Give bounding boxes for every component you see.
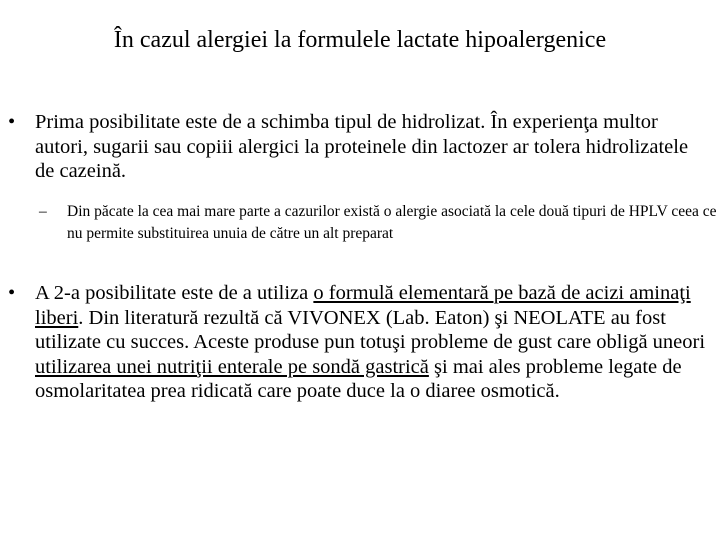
slide-title: În cazul alergiei la formulele lactate hipoalergenice (113, 27, 607, 53)
bullet-text-1: Prima posibilitate este de a schimba tipul de hidrolizat. În experienţa multor autori, sugarii sau copiii alergici la proteinele din lactozer ar tolera hidrolizatele de cazeină. (35, 111, 689, 182)
bullet-item-1 (8, 110, 708, 184)
sub-bullet-marker: – (39, 203, 47, 220)
bullet-item-2 (8, 281, 708, 404)
bullet-marker: • (8, 111, 16, 133)
bullet-2-part-1: A 2-a posibilitate este de a utiliza (35, 282, 314, 304)
underlined-phrase-enteral-nutrition: utilizarea unei nutriţii enterale pe sondă gastrică (35, 355, 429, 378)
sub-bullet-text-1: Din păcate la cea mai mare parte a cazurilor există o alergie asociată la cele două tipuri de HPLV ceea ce nu permite substituirea unuia de către un alt preparat (67, 203, 717, 242)
bullet-2-part-3: şi mai ales probleme legate de osmolaritatea prea ridicată care poate duce la o diaree osmotică. (35, 355, 682, 402)
bullet-marker: • (8, 282, 16, 304)
bullet-2-part-2: . Din literatură rezultă că VIVONEX (Lab. Eaton) şi NEOLATE au fost utilizate cu succes. Aceste produse pun totuşi probleme de gust care obligă uneori (35, 306, 706, 353)
sub-bullet-item-1 (39, 201, 719, 244)
bullet-text-2 (35, 281, 708, 404)
underlined-phrase-elemental-formula: o formulă elementară pe bază de acizi aminaţi liberi (35, 282, 691, 329)
